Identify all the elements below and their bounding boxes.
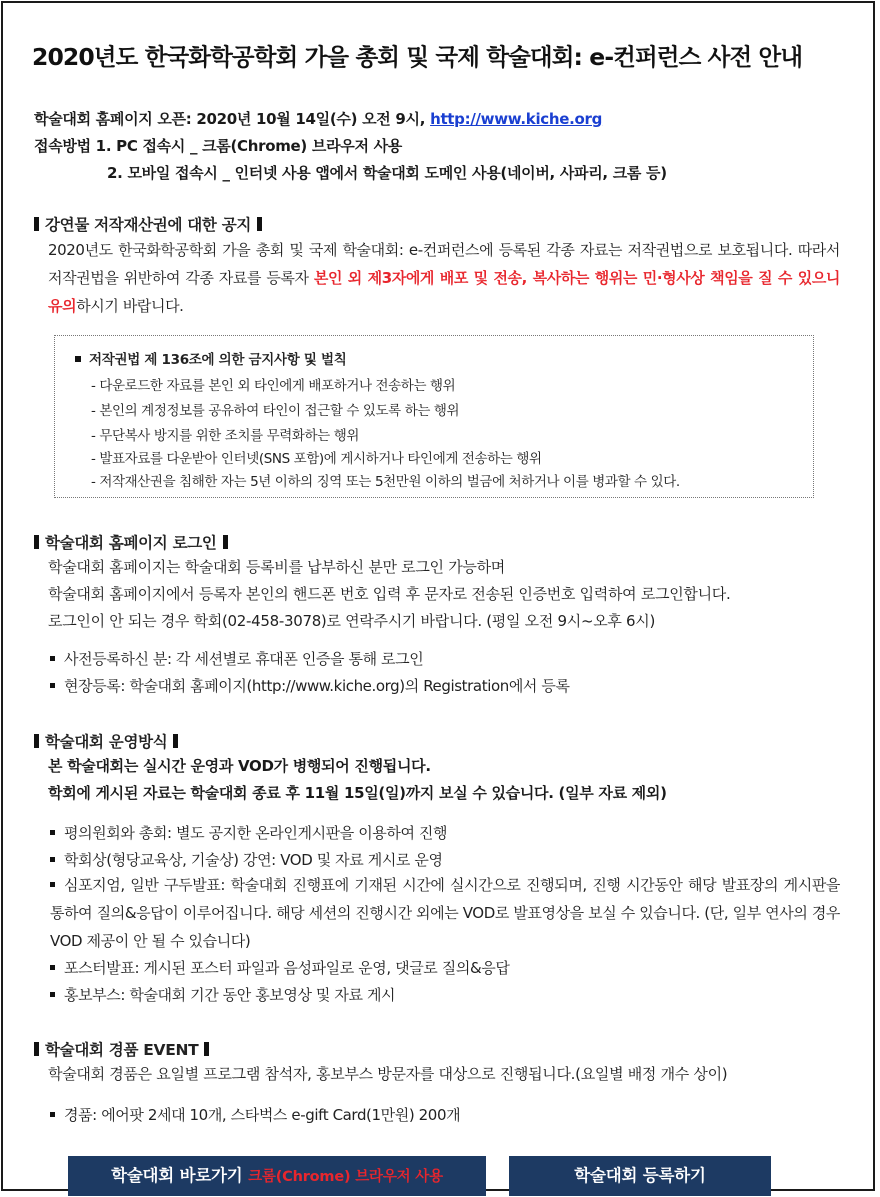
bullet-icon xyxy=(75,356,81,362)
homepage-open-line xyxy=(34,108,602,129)
operation-bold-line: 본 학술대회는 실시간 운영과 VOD가 병행되어 진행됩니다. xyxy=(48,757,431,775)
login-bullet: 사전등록하신 분: 각 세션별로 휴대폰 인증을 통해 로그인 xyxy=(50,648,423,669)
event-bullet: 경품: 에어팟 2세대 10개, 스타벅스 e-gift Card(1만원) 200개 xyxy=(50,1104,460,1125)
section-heading-login xyxy=(34,531,228,553)
section-heading-text: 학술대회 홈페이지 로그인 xyxy=(45,534,217,552)
copyright-law-item: - 저작재산권을 침해한 자는 5년 이하의 징역 또는 5천만원 이하의 벌금에 처하거나 이를 병과할 수 있다. xyxy=(91,474,680,490)
bullet-icon xyxy=(50,1112,55,1117)
bullet-icon xyxy=(50,965,55,970)
access-method-mobile: 2. 모바일 접속시 _ 인터넷 사용 앱에서 학술대회 도메인 사용(네이버, 사파리, 크롬 등) xyxy=(107,164,667,182)
bullet-icon xyxy=(50,830,55,835)
copyright-law-item: - 본인의 계정정보를 공유하여 타인이 접근할 수 있도록 하는 행위 xyxy=(91,403,460,419)
operation-bullet: 평의원회와 총회: 별도 공지한 온라인게시판을 이용하여 진행 xyxy=(50,822,447,843)
page-title: 2020년도 한국화학공학회 가을 총회 및 국제 학술대회: e-컨퍼런스 사전 안내 xyxy=(32,43,803,71)
register-conference-button[interactable]: 학술대회 등록하기 xyxy=(509,1156,771,1196)
bullet-icon xyxy=(50,992,55,997)
copyright-warning: 본인 외 제3자에게 배포 및 전송, 복사하는 행위는 민·형사상 책임을 질 수 있으니 유의 xyxy=(48,269,841,315)
operation-bullet: 홍보부스: 학술대회 기간 동안 홍보영상 및 자료 게시 xyxy=(50,984,395,1005)
section-heading-operation xyxy=(34,730,178,752)
copyright-law-box xyxy=(54,335,814,498)
operation-bold-line: 학회에 게시된 자료는 학술대회 종료 후 11월 15일(일)까지 보실 수 있습니다. (일부 자료 제외) xyxy=(48,784,667,802)
copyright-law-item: - 다운로드한 자료를 본인 외 타인에게 배포하거나 전송하는 행위 xyxy=(91,378,456,394)
bullet-icon xyxy=(50,857,55,862)
heading-marker-icon xyxy=(34,217,39,231)
heading-marker-icon xyxy=(34,734,39,748)
section-heading-copyright xyxy=(34,213,262,235)
heading-marker-icon xyxy=(34,1042,39,1056)
access-method-pc: 접속방법 1. PC 접속시 _ 크롬(Chrome) 브라우저 사용 xyxy=(34,137,402,155)
login-line: 학술대회 홈페이지에서 등록자 본인의 핸드폰 번호 입력 후 문자로 전송된 인증번호 입력하여 로그인합니다. xyxy=(48,585,731,603)
heading-marker-icon xyxy=(204,1042,209,1056)
section-heading-text: 강연물 저작재산권에 대한 공지 xyxy=(45,216,252,234)
event-text: 학술대회 경품은 요일별 프로그램 참석자, 홍보부스 방문자를 대상으로 진행됩니다.(요일별 배정 개수 상이) xyxy=(48,1065,728,1083)
heading-marker-icon xyxy=(257,217,262,231)
operation-bullet: 학회상(형당교육상, 기술상) 강연: VOD 및 자료 게시로 운영 xyxy=(50,849,443,870)
copyright-law-item: - 발표자료를 다운받아 인터넷(SNS 포함)에 게시하거나 타인에게 전송하는 행위 xyxy=(91,451,542,467)
heading-marker-icon xyxy=(34,535,39,549)
login-bullet: 현장등록: 학술대회 홈페이지(http://www.kiche.org)의 Registration에서 등록 xyxy=(50,675,570,696)
bullet-icon xyxy=(50,882,55,887)
homepage-open-text: 학술대회 홈페이지 오픈: 2020년 10월 14일(수) 오전 9시, xyxy=(34,110,431,128)
goto-conference-button[interactable] xyxy=(68,1156,486,1196)
section-heading-text: 학술대회 경품 EVENT xyxy=(45,1041,199,1059)
heading-marker-icon xyxy=(173,734,178,748)
login-line: 학술대회 홈페이지는 학술대회 등록비를 납부하신 분만 로그인 가능하며 xyxy=(48,558,505,576)
homepage-link[interactable]: http://www.kiche.org xyxy=(430,110,603,128)
login-line: 로그인이 안 되는 경우 학회(02-458-3078)로 연락주시기 바랍니다. (평일 오전 9시~오후 6시) xyxy=(48,612,656,630)
bullet-icon xyxy=(50,656,55,661)
bullet-icon xyxy=(50,683,55,688)
copyright-law-title: 저작권법 제 136조에 의한 금지사항 및 벌칙 xyxy=(75,348,347,368)
copyright-text-end: 하시기 바랍니다. xyxy=(76,297,184,315)
section-heading-text: 학술대회 운영방식 xyxy=(45,733,168,751)
goto-conference-label: 학술대회 바로가기 xyxy=(111,1166,249,1185)
operation-bullet: 포스터발표: 게시된 포스터 파일과 음성파일로 운영, 댓글로 질의&응답 xyxy=(50,957,509,978)
heading-marker-icon xyxy=(223,535,228,549)
copyright-paragraph xyxy=(48,236,840,320)
operation-bullet: 심포지엄, 일반 구두발표: 학술대회 진행표에 기재된 시간에 실시간으로 진행되며, 진행 시간동안 해당 발표장의 게시판을 통하여 질의&응답이 이루어집니다. 해당 세션의 진행시간 외에는 VOD로 발표영상을 보실 수 있습니다. (단, 일부 연사의 경우 VOD 제공이 안 될 수 있습니다) xyxy=(50,876,840,950)
copyright-text: 2020년도 한국화학공학회 가을 총회 및 국제 학술대회: e-컨퍼런스에 등록된 각종 자료는 저작권법으로 보호됩니다. 따라서 저작권법을 위반하여 각종 자료를 등록자 xyxy=(48,241,840,287)
goto-conference-note: 크롬(Chrome) 브라우저 사용 xyxy=(248,1169,443,1185)
section-heading-event xyxy=(34,1038,209,1060)
copyright-law-item: - 무단복사 방지를 위한 조치를 무력화하는 행위 xyxy=(91,428,359,444)
